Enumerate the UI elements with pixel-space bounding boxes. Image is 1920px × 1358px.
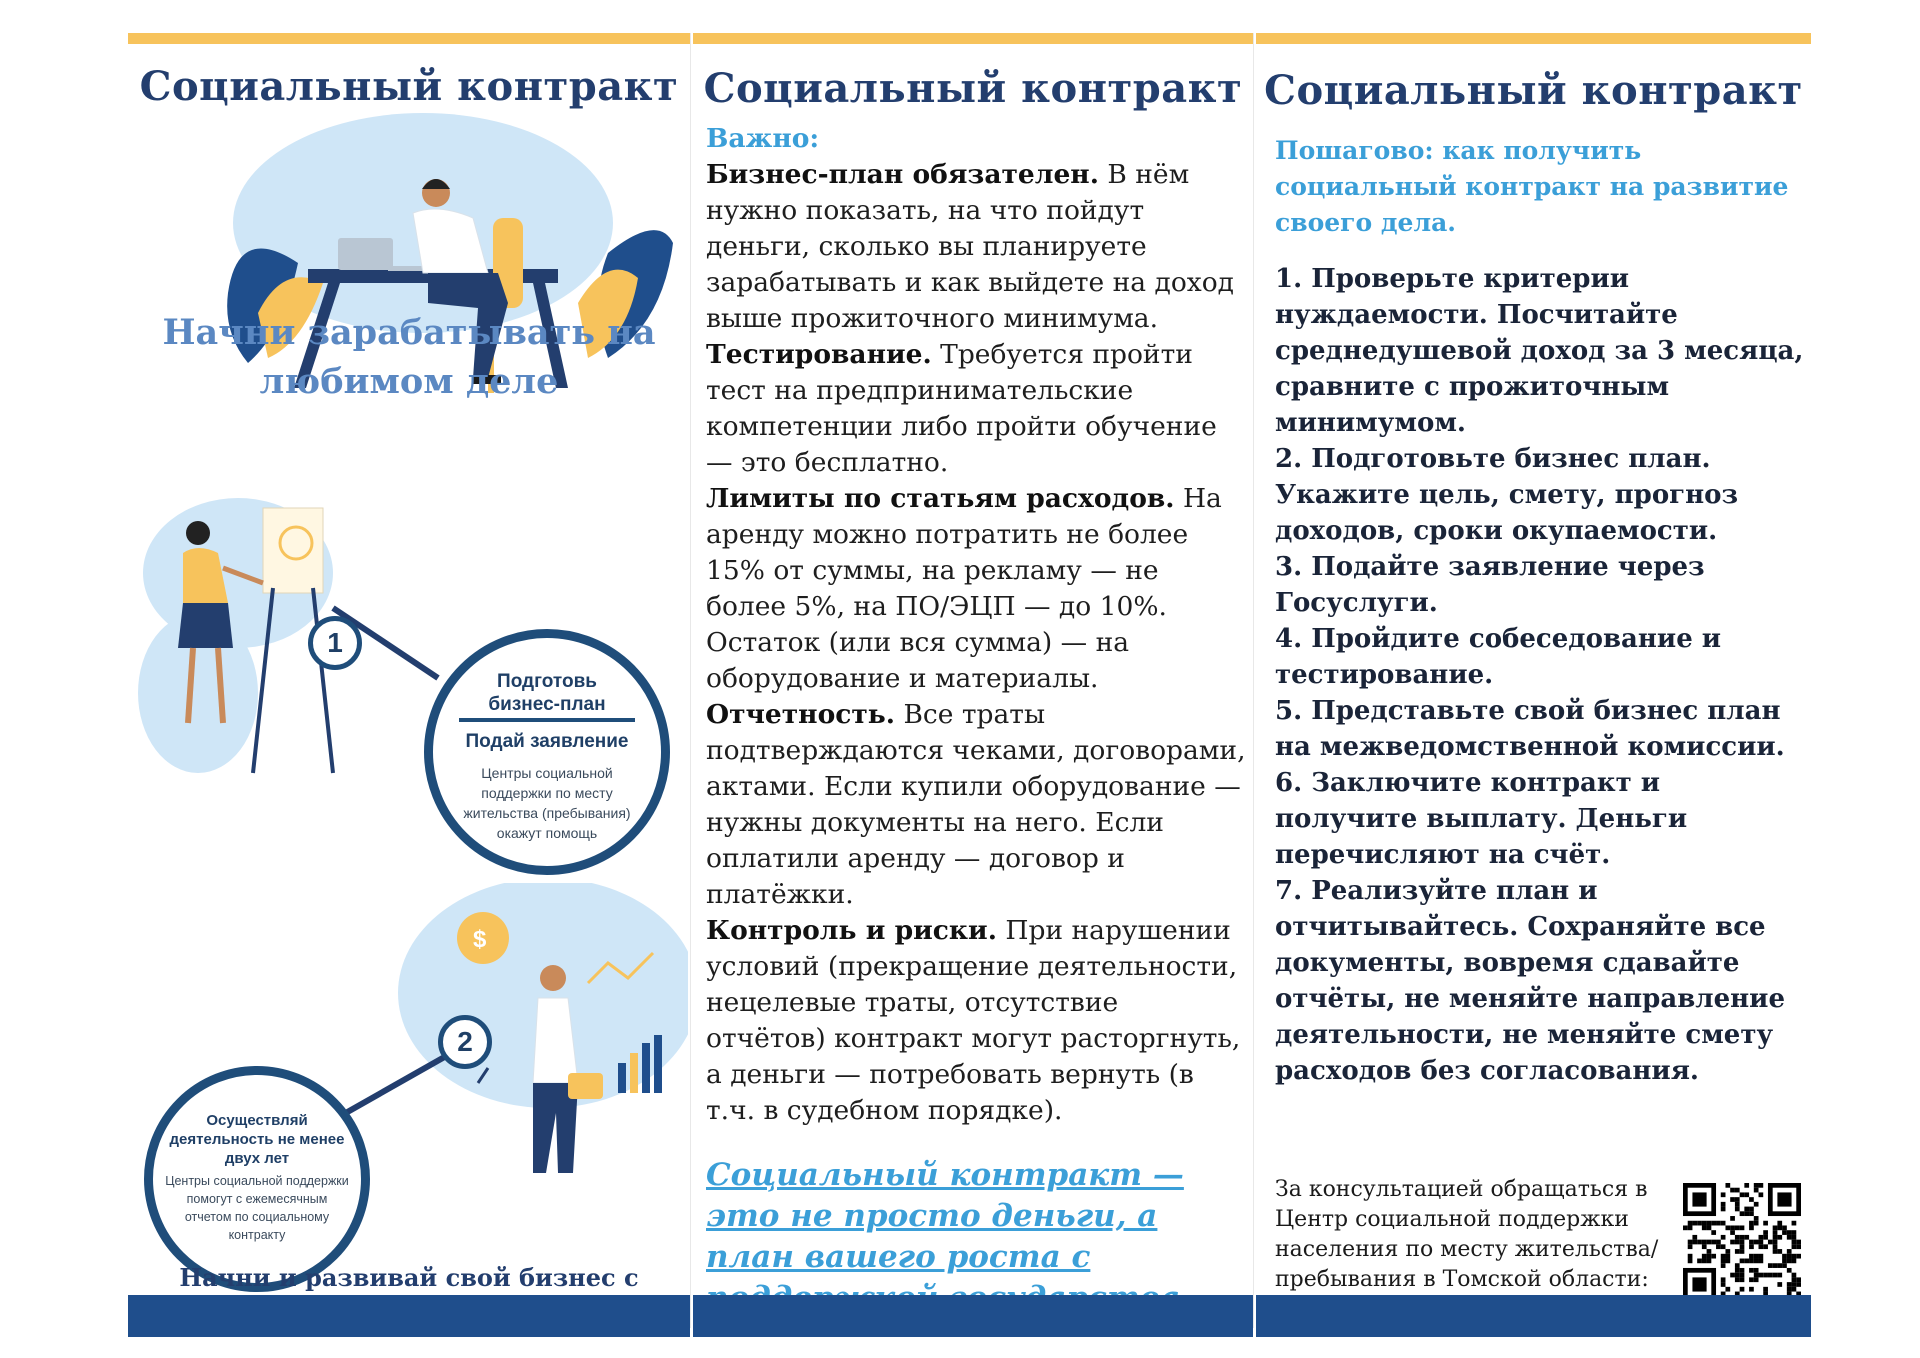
slogan: Начни зарабатывать на любимом деле <box>162 312 656 402</box>
list-item: 2. Подготовьте бизнес план. Укажите цель, смету, прогноз доходов, сроки окупаемости. <box>1275 444 1739 546</box>
step-number: 1 <box>308 616 362 670</box>
note-item: Бизнес-план обязателен. В нём нужно показать, на что пойдут деньги, сколько вы планируете зарабатывать и как выйдете на доход выше прожиточного минимума. <box>706 159 1234 334</box>
step-heading: Осуществляй деятельность не менее двух лет <box>169 1112 345 1167</box>
step1-circle <box>424 629 670 875</box>
step-note: Центры социальной поддержки по месту жительства (пребывания) окажут помощь <box>463 765 631 841</box>
qr-code[interactable] <box>1683 1183 1801 1301</box>
top-accent-bar <box>128 33 690 44</box>
panel-divider <box>1253 33 1254 1328</box>
closing-text: Начни и развивай свой бизнес с <box>179 1263 639 1292</box>
bottom-accent-bar <box>128 1295 690 1337</box>
panel-title: Социальный контракт <box>139 63 679 110</box>
list-item: 1. Проверьте критерии нуждаемости. Посчитайте среднедушевой доход за 3 месяца, сравните с прожиточным минимумом. <box>1275 264 1804 438</box>
middle-panel <box>693 33 1253 1358</box>
panel-divider <box>690 33 691 1328</box>
note-item: Отчетность. Все траты подтверждаются чеками, договорами, актами. Если купили оборудование — нужны документы на него. Если оплатили аренду — договор и платёжки. <box>706 699 1246 910</box>
bottom-accent-bar <box>693 1295 1253 1337</box>
list-item: 7. Реализуйте план и отчитывайтесь. Сохраняйте все документы, вовремя сдавайте отчёты, не меняйте направление деятельности, не меняйте смету расходов без согласования. <box>1275 876 1786 1086</box>
step-subheading: Подай заявление <box>465 731 629 752</box>
top-accent-bar <box>1256 33 1811 44</box>
top-accent-bar <box>693 33 1253 44</box>
list-item: 3. Подайте заявление через Госуслуги. <box>1275 552 1705 618</box>
steps-list <box>1275 261 1810 1089</box>
step-number: 2 <box>438 1015 492 1069</box>
list-item: 6. Заключите контракт и получите выплату. Деньги перечисляют на счёт. <box>1275 768 1688 870</box>
important-notes <box>706 121 1246 1129</box>
panel-title: Социальный контракт <box>1264 67 1803 114</box>
steps-subtitle: Пошагово: как получить социальный контракт на развитие своего дела. <box>1275 136 1789 237</box>
left-panel <box>128 33 690 1358</box>
list-item: 5. Представьте свой бизнес план на межведомственной комиссии. <box>1275 696 1785 762</box>
step-heading: Подготовь бизнес-план <box>459 670 635 722</box>
svg-text:$: $ <box>473 926 487 953</box>
note-item: Контроль и риски. При нарушении условий (прекращение деятельности, нецелевые траты, отсутствие отчётов) контракт могут расторгнуть, а деньги — потребовать вернуть (в т.ч. в судебном порядке). <box>706 915 1241 1126</box>
promo-link[interactable]: Социальный контракт — это не просто деньги, а план вашего роста с <box>706 1157 1184 1275</box>
note-item: Лимиты по статьям расходов. На аренду можно потратить не более 15% от суммы, на рекламу — не более 5%, на ПО/ЭЦП — до 10%. Остаток (или вся сумма) — на оборудование и материалы. <box>706 483 1222 694</box>
step-note: Центры социальной поддержки помогут с ежемесячным отчетом по социальному контракту <box>165 1174 349 1242</box>
bottom-accent-bar <box>1256 1295 1811 1337</box>
notes-lead: Важно: <box>706 123 820 154</box>
step2-circle <box>144 1066 370 1292</box>
contact-info: За консультацией обращаться в Центр социальной поддержки населения по месту жительства/ пребывания в Томской области: <box>1275 1177 1659 1292</box>
list-item: 4. Пройдите собеседование и тестирование. <box>1275 624 1722 690</box>
right-panel <box>1256 33 1811 1358</box>
note-item: Тестирование. Требуется пройти тест на предпринимательские компетенции либо пройти обучение — это бесплатно. <box>706 339 1217 478</box>
panel-title: Социальный контракт <box>703 65 1243 112</box>
